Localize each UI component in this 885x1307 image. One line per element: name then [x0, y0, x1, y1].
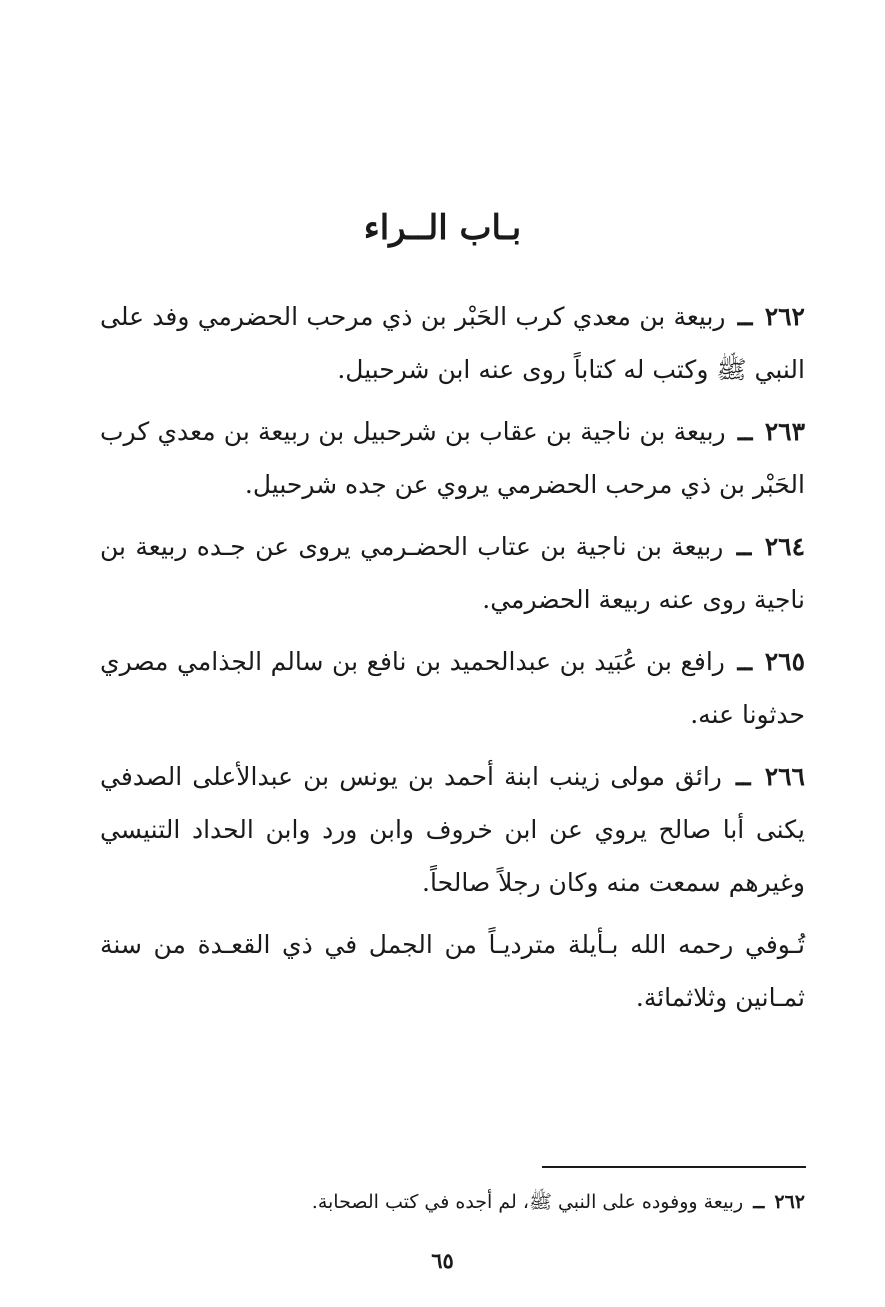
entry-text: ربيعة بن معدي كرب الحَبْر بن ذي مرحب الحضرمي وفد على النبي ﷺ وكتب له كتاباً روى عنه ابن شرحبيل. — [100, 302, 805, 384]
footnote-text: ربيعة ووفوده على النبي ﷺ، لم أجده في كتب الصحابة. — [311, 1191, 744, 1213]
entry-265 — [100, 635, 805, 741]
entry-text: رائق مولى زينب ابنة أحمد بن يونس بن عبدالأعلى الصدفي يكنى أبا صالح يروي عن ابن خروف وابن ورد وابن الحداد التنيسي وغيرهم سمعت منه وكان رجلاً صالحاً. — [100, 762, 805, 897]
entry-number: ٢٦٦ — [764, 762, 805, 791]
entry-263 — [100, 405, 805, 511]
entry-number: ٢٦٢ — [764, 302, 805, 331]
entry-number: ٢٦٣ — [764, 417, 806, 446]
footnote-number: ٢٦٢ — [774, 1191, 805, 1213]
entry-text: ربيعة بن ناجية بن عتاب الحضـرمي يروى عن جـده ربيعة بن ناجية روى عنه ربيعة الحضرمي. — [100, 532, 805, 614]
closing-paragraph: تُـوفي رحمه الله بـأيلة مترديـاً من الجمل في ذي القعـدة من سنة ثمـانين وثلاثمائة. — [100, 930, 805, 1012]
entry-266 — [100, 750, 805, 909]
entry-text: ربيعة بن ناجية بن عقاب بن شرحبيل بن ربيعة بن معدي كرب الحَبْر بن ذي مرحب الحضرمي يروي عن جده شرحبيل. — [100, 417, 805, 499]
entries-section — [100, 290, 805, 1033]
entry-number: ٢٦٥ — [764, 647, 806, 676]
footnote-divider — [542, 1166, 806, 1168]
entry-number: ٢٦٤ — [764, 532, 806, 561]
entry-dash: ــ — [737, 647, 753, 676]
footnote-dash: ــ — [753, 1191, 765, 1213]
entry-dash: ــ — [736, 532, 752, 561]
entry-264 — [100, 520, 805, 626]
chapter-title: بـاب الــراء — [363, 208, 522, 248]
entry-dash: ــ — [737, 302, 753, 331]
entry-262 — [100, 290, 805, 396]
page-number: ٦٥ — [431, 1248, 454, 1273]
entry-dash: ــ — [735, 762, 751, 791]
footnote — [100, 1186, 805, 1218]
entry-text: رافع بن عُبَيد بن عبدالحميد بن نافع بن سالم الجذامي مصري حدثونا عنه. — [100, 647, 805, 729]
entry-dash: ــ — [737, 417, 753, 446]
